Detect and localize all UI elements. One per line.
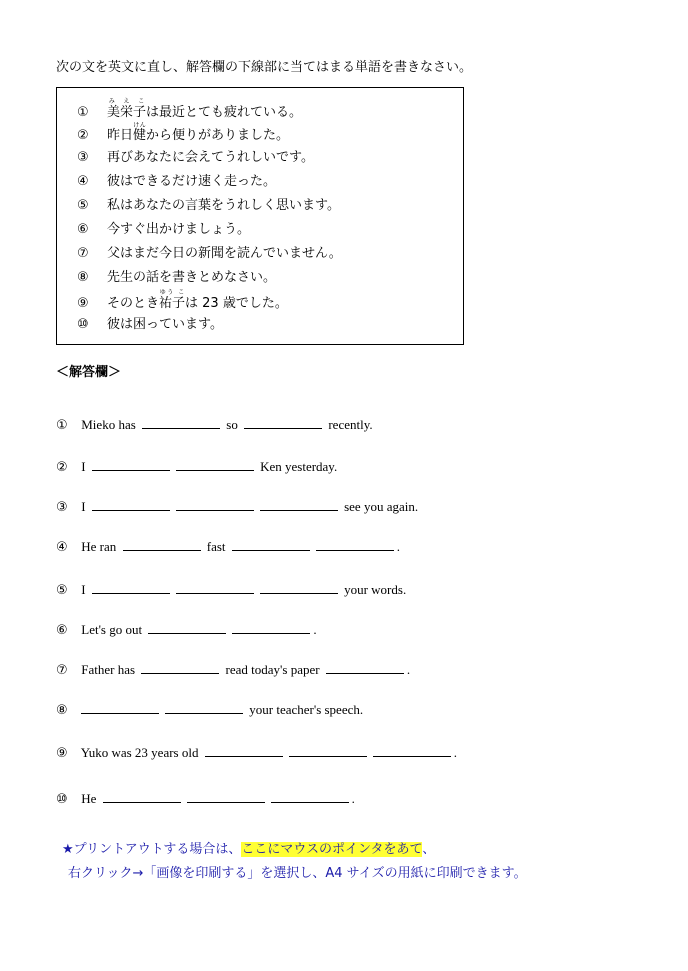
question-box bbox=[56, 87, 464, 345]
question-item bbox=[77, 122, 289, 143]
answer-text: . bbox=[453, 745, 457, 760]
answer-text: I bbox=[78, 459, 89, 474]
question-item bbox=[77, 289, 288, 311]
question-item bbox=[77, 266, 276, 285]
question-text: は最近とても疲れている。 bbox=[146, 105, 303, 120]
answer-number: ⑦ bbox=[56, 663, 68, 678]
name-with-reading: 健けん bbox=[133, 122, 147, 143]
answer-text: He bbox=[78, 791, 100, 806]
answer-blank[interactable] bbox=[244, 416, 322, 429]
question-item bbox=[77, 242, 342, 261]
question-text: そのとき bbox=[107, 296, 160, 311]
answer-row bbox=[56, 538, 400, 555]
question-number: ② bbox=[77, 128, 89, 143]
answer-blank[interactable] bbox=[148, 621, 226, 634]
question-number: ⑥ bbox=[77, 222, 89, 237]
answer-text: . bbox=[313, 622, 317, 637]
answer-blank[interactable] bbox=[326, 661, 404, 674]
question-number: ⑦ bbox=[77, 246, 89, 261]
answer-number: ② bbox=[56, 460, 68, 475]
answer-row bbox=[56, 581, 406, 598]
answer-row bbox=[56, 744, 457, 761]
name-with-reading: 祐子ゆう こ bbox=[159, 289, 186, 311]
star-icon: ★ bbox=[62, 842, 74, 857]
answer-blank[interactable] bbox=[176, 498, 254, 511]
answer-text: your teacher's speech. bbox=[246, 702, 364, 717]
answer-row bbox=[56, 498, 418, 515]
answer-blank[interactable] bbox=[123, 538, 201, 551]
question-text: は 23 歳でした。 bbox=[185, 296, 288, 311]
question-item bbox=[77, 146, 314, 165]
answer-heading: ＜解答欄＞ bbox=[56, 365, 122, 380]
answer-text: Let's go out bbox=[78, 622, 146, 637]
answer-number: ⑥ bbox=[56, 623, 68, 638]
answer-blank[interactable] bbox=[232, 621, 310, 634]
question-text: 父はまだ今日の新聞を読んでいません。 bbox=[107, 246, 342, 261]
answer-blank[interactable] bbox=[232, 538, 310, 551]
answer-text: Ken yesterday. bbox=[256, 459, 338, 474]
question-text: 今すぐ出かけましょう。 bbox=[107, 222, 251, 237]
furigana: ゆう こ bbox=[159, 289, 186, 296]
answer-blank[interactable] bbox=[373, 744, 451, 757]
question-number: ⑩ bbox=[77, 317, 89, 332]
answer-text: your words. bbox=[340, 582, 407, 597]
answer-text: Father has bbox=[78, 662, 139, 677]
answer-blank[interactable] bbox=[92, 581, 170, 594]
answer-text: Yuko was 23 years old bbox=[78, 745, 202, 760]
answer-row bbox=[56, 458, 337, 475]
answer-text: recently. bbox=[325, 417, 373, 432]
instruction-text: 次の文を英文に直し、解答欄の下線部に当てはまる単語を書きなさい。 bbox=[56, 60, 473, 75]
answer-text: . bbox=[406, 662, 411, 677]
answer-blank[interactable] bbox=[187, 790, 265, 803]
question-text: 私はあなたの言葉をうれしく思います。 bbox=[107, 198, 340, 213]
answer-text: I bbox=[78, 582, 89, 597]
answer-blank[interactable] bbox=[142, 416, 220, 429]
answer-text: read today's paper bbox=[222, 662, 323, 677]
answer-blank[interactable] bbox=[316, 538, 394, 551]
question-item bbox=[77, 170, 276, 189]
answer-number: ④ bbox=[56, 540, 68, 555]
question-text: 再びあなたに会えてうれしいです。 bbox=[107, 150, 314, 165]
answer-number: ③ bbox=[56, 500, 68, 515]
answer-blank[interactable] bbox=[260, 498, 338, 511]
furigana: み え こ bbox=[107, 98, 147, 105]
answer-blank[interactable] bbox=[289, 744, 367, 757]
answer-blank[interactable] bbox=[141, 661, 219, 674]
answer-text: . bbox=[396, 539, 401, 554]
question-text: 彼はできるだけ速く走った。 bbox=[107, 174, 277, 189]
answer-text: so bbox=[223, 417, 242, 432]
question-number: ⑤ bbox=[77, 198, 89, 213]
question-text: 先生の話を書きとめなさい。 bbox=[107, 270, 277, 285]
question-number: ③ bbox=[77, 150, 89, 165]
answer-blank[interactable] bbox=[176, 581, 254, 594]
answer-row bbox=[56, 790, 355, 807]
print-note-pre: プリントアウトする場合は、 bbox=[73, 842, 242, 857]
question-item bbox=[77, 313, 223, 332]
answer-row bbox=[56, 416, 373, 433]
answer-blank[interactable] bbox=[92, 498, 170, 511]
print-note-line-1 bbox=[62, 838, 435, 857]
answer-blank[interactable] bbox=[205, 744, 283, 757]
answer-text: I bbox=[78, 499, 89, 514]
answer-text: see you again. bbox=[340, 499, 419, 514]
answer-blank[interactable] bbox=[176, 458, 254, 471]
question-item bbox=[77, 98, 302, 120]
answer-blank[interactable] bbox=[165, 701, 243, 714]
question-text: 彼は困っています。 bbox=[107, 317, 223, 332]
answer-number: ⑨ bbox=[56, 746, 68, 761]
answer-text: fast bbox=[203, 539, 229, 554]
answer-text: . bbox=[351, 791, 355, 806]
question-text: から便りがありました。 bbox=[146, 128, 290, 143]
answer-number: ⑩ bbox=[56, 792, 68, 807]
answer-number: ⑧ bbox=[56, 703, 68, 718]
answer-row bbox=[56, 661, 410, 678]
question-number: ⑧ bbox=[77, 270, 89, 285]
answer-blank[interactable] bbox=[271, 790, 349, 803]
question-item bbox=[77, 218, 250, 237]
answer-blank[interactable] bbox=[92, 458, 170, 471]
answer-number: ① bbox=[56, 418, 68, 433]
answer-row bbox=[56, 701, 363, 718]
answer-blank[interactable] bbox=[103, 790, 181, 803]
print-image-hover-target[interactable]: ここにマウスのポインタをあて bbox=[241, 842, 423, 857]
answer-text: He ran bbox=[78, 539, 120, 554]
print-note-line-2: 右クリック→「画像を印刷する」を選択し、A4 サイズの用紙に印刷できます。 bbox=[68, 866, 527, 881]
question-number: ① bbox=[77, 105, 89, 120]
question-item bbox=[77, 194, 340, 213]
furigana: けん bbox=[133, 122, 147, 129]
name-with-reading: 美栄子み え こ bbox=[107, 98, 147, 120]
question-text: 昨日 bbox=[107, 128, 134, 143]
answer-blank[interactable] bbox=[260, 581, 338, 594]
answer-number: ⑤ bbox=[56, 583, 68, 598]
answer-blank[interactable] bbox=[81, 701, 159, 714]
question-number: ④ bbox=[77, 174, 89, 189]
print-note-post: 、 bbox=[422, 842, 436, 857]
question-number: ⑨ bbox=[77, 296, 89, 311]
answer-text: Mieko has bbox=[78, 417, 140, 432]
answer-row bbox=[56, 621, 317, 638]
